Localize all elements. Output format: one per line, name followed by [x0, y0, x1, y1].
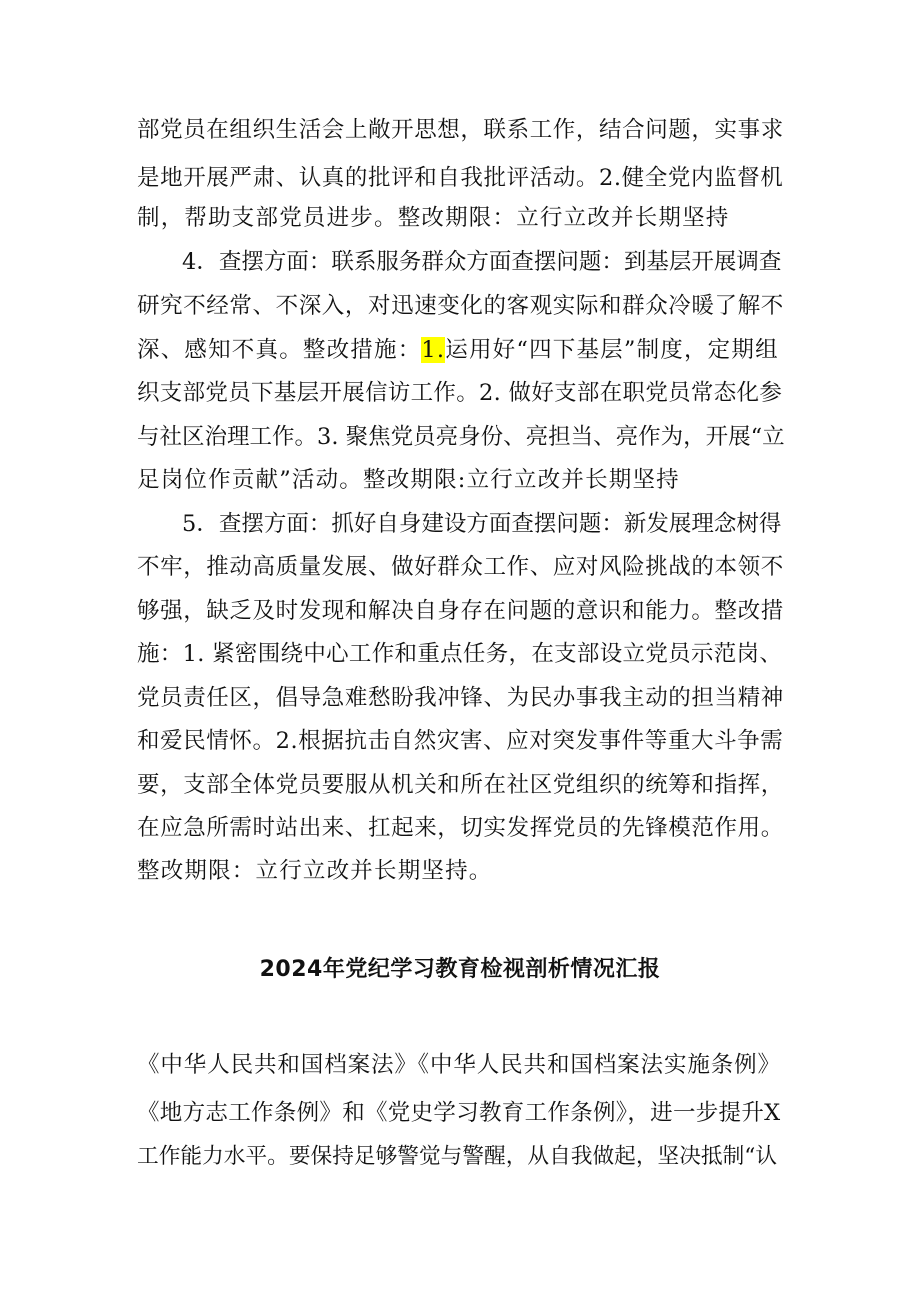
paragraph-line: 织支部党员下基层开展信访工作。2. 做好支部在职党员常态化参: [137, 380, 783, 406]
paragraph-line: 不牢，推动高质量发展、做好群众工作、应对风险挑战的本领不: [137, 554, 784, 580]
paragraph-line: 施：1. 紧密围绕中心工作和重点任务，在支部设立党员示范岗、: [137, 641, 783, 667]
paragraph-line: 制，帮助支部党员进步。整改期限：立行立改并长期坚持: [137, 205, 730, 231]
paragraph-line: 要，支部全体党员要服从机关和所在社区党组织的统筹和指挥，: [137, 772, 784, 798]
paragraph-line: [137, 335, 779, 365]
paragraph-line: 工作能力水平。要保持足够警觉与警醒，从自我做起，坚决抵制“认: [137, 1144, 778, 1169]
paragraph-line: 研究不经常、不深入，对迅速变化的客观实际和群众冷暖了解不: [137, 293, 784, 319]
highlighted-number: 1.: [421, 337, 446, 363]
text-segment: 运用好“四下基层”制度，定期组: [445, 337, 779, 363]
paragraph-line: 与社区治理工作。3. 聚焦党员亮身份、亮担当、亮作为，开展“立: [137, 424, 785, 450]
paragraph-line: 够强，缺乏及时发现和解决自身存在问题的意识和能力。整改措: [137, 598, 784, 624]
paragraph-line: 党员责任区，倡导急难愁盼我冲锋、为民办事我主动的担当精神: [137, 685, 784, 711]
paragraph-line: 和爱民情怀。2.根据抗击自然灾害、应对突发事件等重大斗争需: [137, 728, 784, 754]
paragraph-line: 《中华人民共和国档案法》《中华人民共和国档案法实施条例》: [137, 1052, 781, 1078]
item-5-heading-line: 5．查摆方面：抓好自身建设方面查摆问题：新发展理念树得: [182, 511, 782, 537]
report-title: 2024年党纪学习教育检视剖析情况汇报: [259, 957, 661, 982]
paragraph-line: 是地开展严肃、认真的批评和自我批评活动。2.健全党内监督机: [137, 165, 784, 191]
paragraph-line: 整改期限：立行立改并长期坚持。: [137, 858, 493, 884]
paragraph-line: 部党员在组织生活会上敞开思想，联系工作，结合问题，实事求: [137, 117, 784, 143]
paragraph-line: 在应急所需时站出来、扛起来，切实发挥党员的先锋模范作用。: [137, 815, 784, 841]
item-4-heading-line: 4．查摆方面：联系服务群众方面查摆问题：到基层开展调查: [182, 249, 782, 275]
text-segment: 深、感知不真。整改措施：: [137, 337, 422, 363]
paragraph-line: 《地方志工作条例》和《党史学习教育工作条例》，进一步提升X: [137, 1100, 781, 1126]
paragraph-line: 足岗位作贡献”活动。整改期限:立行立改并长期坚持: [137, 467, 680, 493]
